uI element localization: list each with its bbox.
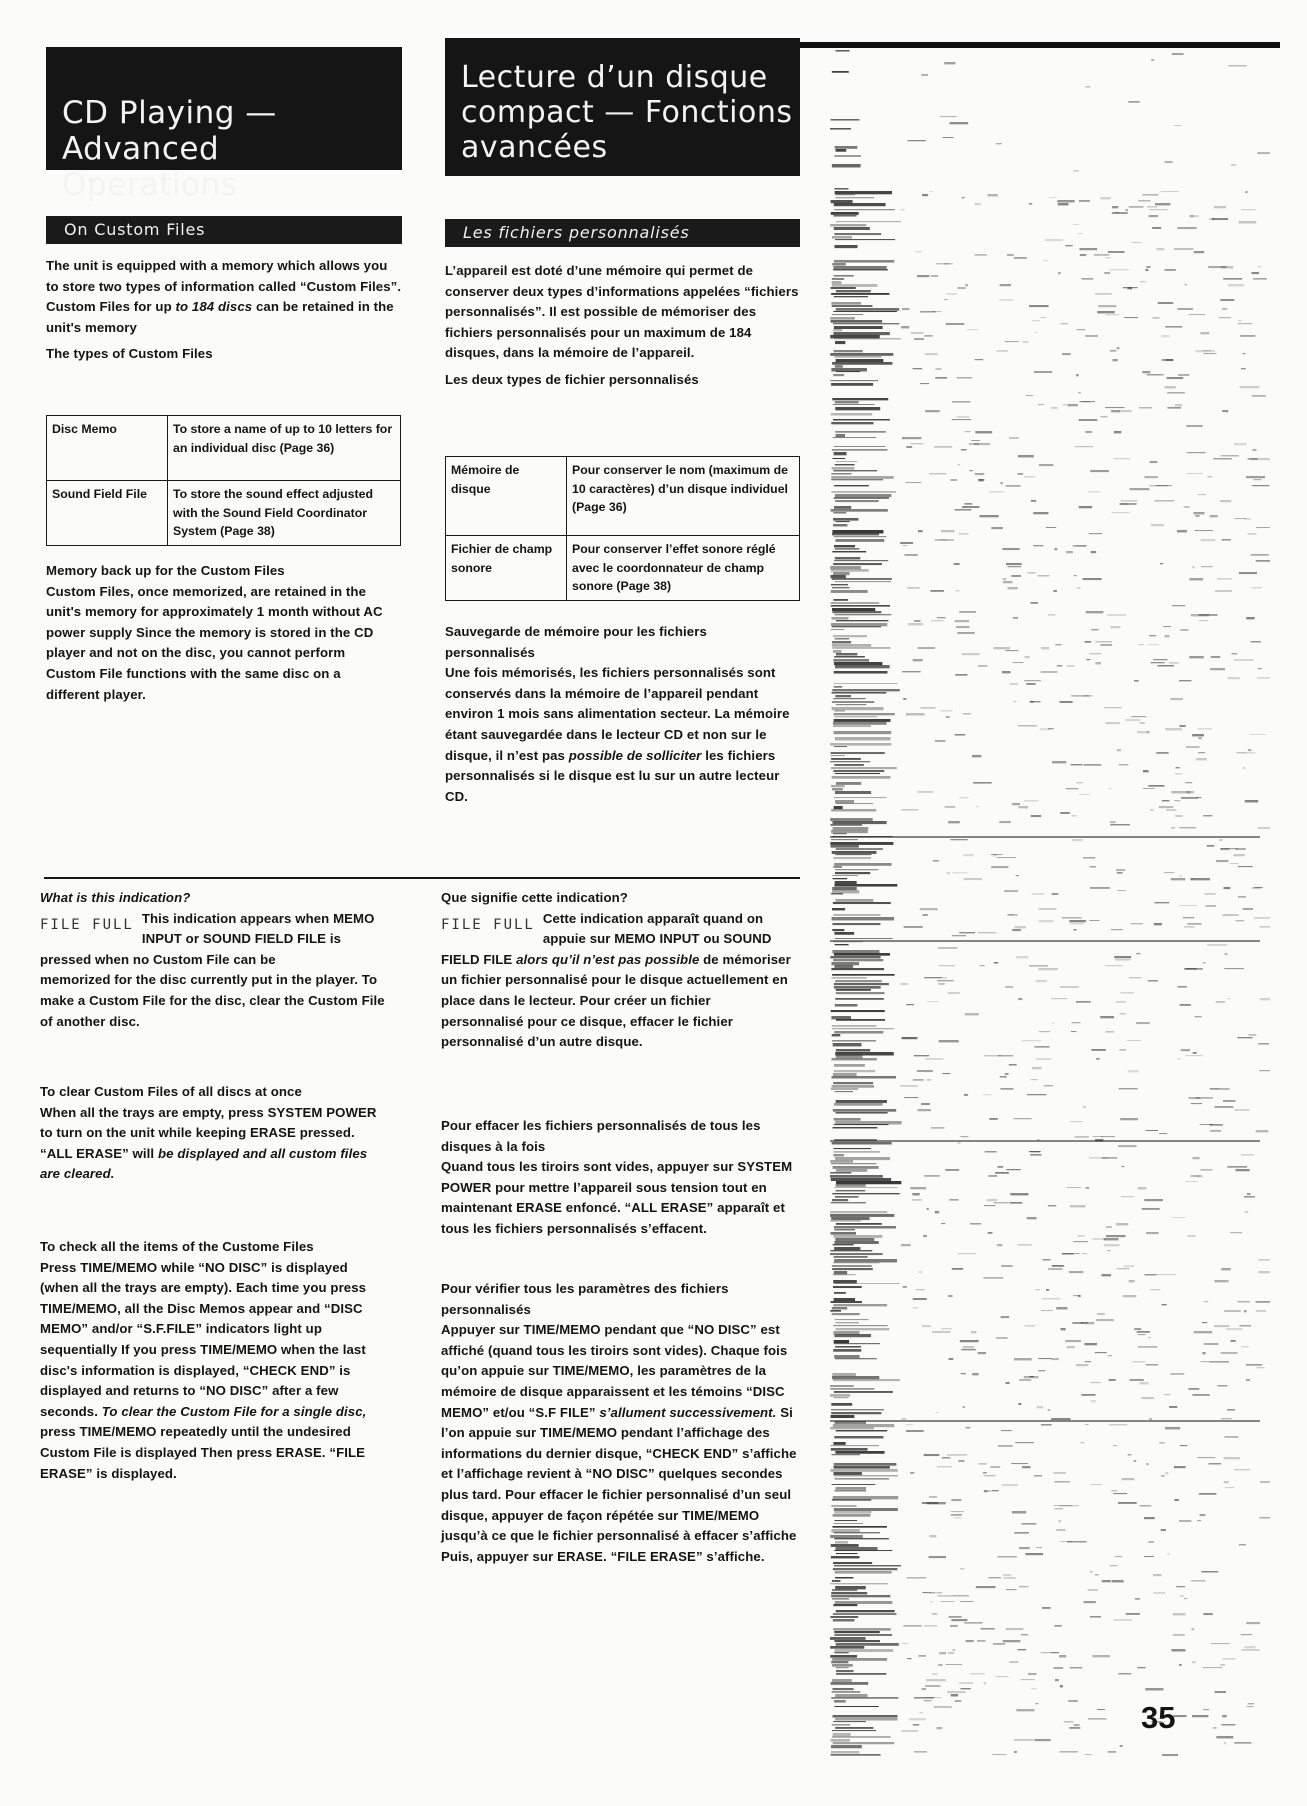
en-types-table <box>46 415 401 546</box>
fr-backup-text-3: les fichiers personnalisés si le disque est lu sur un autre lecteur CD. <box>445 747 780 804</box>
fr-types-table <box>445 456 800 601</box>
fr-backup-heading: Sauvegarde de mémoire pour les fichiers personnalisés <box>445 624 707 660</box>
section-divider <box>44 877 800 879</box>
table-cell: To store the sound effect adjusted with the Sound Field Coordinator System (Page 38) <box>168 481 401 546</box>
fr-indication-heading: Que signifie cette indication? <box>441 890 628 905</box>
table-cell: Sound Field File <box>47 481 168 546</box>
en-intro-1: The unit is equipped with a memory which allows you to store two types of information called “Custom Files”. Custom Files for up <box>46 258 402 315</box>
table-cell: Fichier de champ sonore <box>446 536 567 601</box>
en-backup-text: Custom Files, once memorized, are retained in the unit's memory for approximately 1 month without AC power supply Since the memory is stored in the CD player and not on the disc, you cannot perform Custom File functions with the same disc on a different player. <box>46 583 383 702</box>
en-backup-heading: Memory back up for the Custom Files <box>46 563 285 578</box>
fr-clear-heading: Pour effacer les fichiers personnalisés de tous les disques à la fois <box>441 1118 761 1154</box>
fr-types-heading: Les deux types de fichier personnalisés <box>445 371 699 387</box>
en-indication <box>40 888 390 1032</box>
en-intro-2: to 184 discs <box>175 299 253 315</box>
fr-backup <box>445 622 800 807</box>
page-number: 35 <box>1141 1700 1176 1735</box>
fr-indication-text-2: alors qu’il n’est pas possible <box>516 951 700 967</box>
file-full-display-icon: FILE FULL <box>441 916 535 933</box>
table-row <box>47 481 401 546</box>
en-check <box>40 1237 390 1484</box>
section-heading-fr: Les fichiers personnalisés <box>445 219 800 247</box>
fr-backup-text-1: Une fois mémorisés, les fichiers personnalisés sont conservés dans la mémoire de l’appareil pendant environ 1 mois sans alimentation secteur. La mémoire étant sauvegardée dans le lecteur CD et non sur le disque, il n’est pas <box>445 665 790 763</box>
table-cell: Disc Memo <box>47 416 168 481</box>
title-french <box>445 38 800 176</box>
en-check-text-1: Press TIME/MEMO while “NO DISC” is displayed (when all the trays are empty). Each time you press TIME/MEMO, all the Disc Memos appear and “DISC MEMO” and/or “S.F.FILE” indicators light up sequentially If you press TIME/MEMO when the last disc's information is displayed, “CHECK END” is displayed and returns to “NO DISC” after a few seconds. <box>40 1259 367 1419</box>
en-clear-text-1: When all the trays are empty, press SYSTEM POWER to turn on the unit while keeping ERASE pressed. “ALL ERASE” will <box>40 1104 377 1161</box>
table-row <box>446 536 800 601</box>
en-intro-3: can be retained in the unit's memory <box>46 299 394 335</box>
en-clear-text-2: be displayed and all custom files are cleared. <box>40 1145 368 1182</box>
table-row <box>47 416 401 481</box>
fr-indication-text-1: Cette indication apparaît quand on appuie sur MEMO INPUT ou SOUND FIELD FILE <box>441 910 772 967</box>
fr-check <box>441 1279 797 1567</box>
en-clear-heading: To clear Custom Files of all discs at once <box>40 1084 302 1099</box>
title-english <box>46 47 402 203</box>
fr-indication-text-3: de mémoriser un fichier personnalisé pour le disque actuellement en place dans le lecteur. Pour créer un fichier personnalisé pour ce disque, effacer le fichier personnalisé d’un autre disque. <box>441 951 791 1050</box>
table-cell: Pour conserver le nom (maximum de 10 caractères) d’un disque individuel (Page 36) <box>567 457 800 536</box>
en-check-text-3: press TIME/MEMO repeatedly until the undesired Custom File is displayed Then press ERASE. “FILE ERASE” is displayed. <box>40 1424 366 1481</box>
en-indication-heading: What is this indication? <box>40 890 191 905</box>
title-fr-line3: avancées <box>461 130 608 165</box>
table-row <box>446 457 800 536</box>
en-intro <box>46 256 402 365</box>
fr-clear <box>441 1116 797 1240</box>
scan-noise-area <box>830 40 1270 1760</box>
file-full-display-icon: FILE FULL <box>40 916 134 933</box>
en-indication-text-2: memorized for the disc currently put in the player. To make a Custom File for the disc, clear the Custom File of another disc. <box>40 972 385 1029</box>
en-check-text-2: To clear the Custom File for a single disc, <box>101 1403 367 1419</box>
table-cell: Mémoire de disque <box>446 457 567 536</box>
title-fr-line2: compact — Fonctions <box>461 95 793 130</box>
fr-check-heading: Pour vérifier tous les paramètres des fichiers personnalisés <box>441 1281 729 1317</box>
fr-indication <box>441 888 797 1053</box>
en-backup <box>46 561 392 705</box>
en-indication-text-1: This indication appears when MEMO INPUT or SOUND FIELD FILE is pressed when no Custom File can be <box>40 910 375 967</box>
en-check-heading: To check all the items of the Custome Files <box>40 1239 314 1254</box>
fr-check-text-1: Appuyer sur TIME/MEMO pendant que “NO DISC” est affiché (quand tous les tiroirs sont vides). Chaque fois qu’on appuie sur TIME/MEMO, les paramètres de la mémoire de disque apparaissent et les témoins “DISC MEMO” et/ou “S.F FILE” <box>441 1322 788 1420</box>
fr-clear-text: Quand tous les tiroirs sont vides, appuyer sur SYSTEM POWER pour mettre l’appareil sous tension tout en maintenant ERASE enfoncé. “ALL ERASE” apparaît et tous les fichiers personnalisés s’effacent. <box>441 1159 793 1236</box>
en-types-heading: The types of Custom Files <box>46 346 213 362</box>
table-cell: To store a name of up to 10 letters for an individual disc (Page 36) <box>168 416 401 481</box>
table-cell: Pour conserver l’effet sonore réglé avec le coordonnateur de champ sonore (Page 38) <box>567 536 800 601</box>
section-heading-en: On Custom Files <box>46 216 402 244</box>
title-en-line1: CD Playing — <box>62 95 277 131</box>
fr-check-text-3: Si l’on appuie sur TIME/MEMO pendant l’affichage des informations du dernier disque, “CHECK END” s’affiche et l’affichage revient à “NO DISC” quelques secondes plus tard. Pour effacer le fichier personnalisé d’un seul disque, appuyer de façon répétée sur TIME/MEMO jusqu’à ce que le fichier personnalisé à effacer s’affiche Puis, appuyer sur ERASE. “FILE ERASE” s’affiche. <box>441 1404 797 1564</box>
fr-backup-text-2: possible de solliciter <box>568 747 702 763</box>
title-en-line2: Advanced Operations <box>62 131 238 203</box>
fr-intro <box>445 261 800 391</box>
fr-check-text-2: s’allument successivement. <box>599 1404 777 1420</box>
en-clear <box>40 1082 390 1185</box>
fr-intro-text: L’appareil est doté d’une mémoire qui permet de conserver deux types d’informations appelées “fichiers personnalisés”. Il est possible de mémoriser des fichiers personnalisés pour un maximum de 184 disques, dans la mémoire de l’appareil. <box>445 263 799 361</box>
title-fr-line1: Lecture d’un disque <box>461 60 768 95</box>
